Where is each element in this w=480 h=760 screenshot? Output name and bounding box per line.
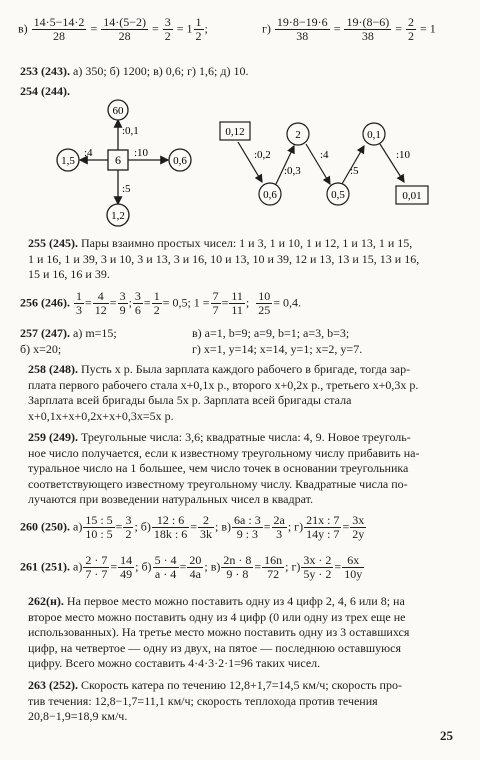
text-line: Треугольные числа: 3,6; квадратные числа: 4, 9. Новое треуголь- bbox=[81, 430, 411, 444]
op-1: :0,2 bbox=[254, 149, 271, 161]
node-left-value: 1,5 bbox=[61, 155, 75, 167]
text-line: соответствующего известному треугольному числу. Квадратные числа по- bbox=[28, 476, 408, 491]
text-line: второе место можно поставить одну из 4 цифр (0 или одну из трех еще не bbox=[28, 609, 406, 624]
text-line: Скорость катера по течению 12,8+1,7=14,5 км/ч; скорость про- bbox=[81, 678, 402, 692]
text-line: x+0,1x+x+0,2x+x+0,3x=5x р. bbox=[28, 408, 174, 423]
answer-a: а) m=15; bbox=[73, 326, 117, 340]
text-line: Пары взаимно простых чисел: 1 и 3, 1 и 10, 1 и 12, 1 и 13, 1 и 15, bbox=[81, 236, 413, 250]
problem-number: 258 (248). bbox=[28, 362, 78, 376]
problem-number: 259 (249). bbox=[28, 430, 78, 444]
op-top: :0,1 bbox=[122, 125, 139, 137]
op-3: :4 bbox=[320, 149, 329, 161]
text-line: цифру. Всего можно составить 4·4·3·2·1=96 таких чисел. bbox=[28, 656, 321, 671]
problem-number: 256 (246). bbox=[20, 295, 70, 310]
op-right: :10 bbox=[134, 147, 149, 159]
problem-number: 253 (243). bbox=[20, 64, 70, 78]
text-line: Зарплата всей бригады была 5x р. Зарплата всей бригады стала bbox=[28, 393, 352, 408]
problem-number: 263 (252). bbox=[28, 678, 78, 692]
problem-257-row-1 bbox=[20, 326, 117, 342]
fraction: $\frac{14\cdot 5-14\cdot 2}{28}$ bbox=[33, 15, 85, 43]
node-3-value: 2 bbox=[295, 129, 301, 141]
fraction: $\frac{19\cdot(8-6)}{38}$ bbox=[346, 15, 390, 43]
item-label: в) bbox=[18, 21, 28, 36]
problem-number: 262(н). bbox=[28, 594, 64, 608]
problem-number: 254 (244). bbox=[20, 84, 70, 98]
chain-diagram bbox=[210, 112, 460, 212]
text-line: тив течения: 12,8−1,7=11,1 км/ч; скорость теплохода против течения bbox=[28, 693, 378, 708]
op-bottom: :5 bbox=[122, 183, 131, 195]
node-4-value: 0,5 bbox=[331, 189, 345, 201]
text-line: лучаются при возведении натуральных чисел в квадрат. bbox=[28, 492, 313, 507]
answer-g: г) x=1, y=14; x=14, y=1; x=2, y=7. bbox=[192, 342, 363, 356]
problem-number: 261 (251). bbox=[20, 559, 70, 574]
problem-261: 261 (251). а) $\frac{2 \cdot 7}{7 \cdot 7}$ = $\frac{14}{49}$ ; б) $\frac{5 \cdot 4}{a \cdot 4}$ = $\frac{20}{4a}$ ; в) $\frac{2n \cdot 8}{9 \cdot 8}$ = $\frac{16n}{72}$ ; г) $\frac{3x \cdot 2}{5y \cdot 2}$ = $\frac{6x}{10y}$ bbox=[20, 553, 363, 581]
item-label: г) bbox=[262, 21, 271, 36]
problem-number: 260 (250). bbox=[20, 519, 70, 534]
node-2-value: 0,6 bbox=[263, 189, 277, 201]
node-bottom-value: 1,2 bbox=[111, 210, 125, 222]
fraction: $\frac{14\cdot(5-2)}{28}$ bbox=[103, 15, 146, 43]
problem-259 bbox=[28, 430, 458, 508]
text-line: На первое место можно поставить одну из 4 цифр 2, 4, 6 или 8; на bbox=[66, 594, 405, 608]
op-5: :10 bbox=[396, 149, 411, 161]
answer-b: б) x=20; bbox=[20, 342, 62, 356]
node-1-value: 0,12 bbox=[225, 126, 245, 138]
op-4: :5 bbox=[350, 165, 359, 177]
op-2: :0,3 bbox=[284, 165, 301, 177]
problem-text: а) 350; б) 1200; в) 0,6; г) 1,6; д) 10. bbox=[73, 64, 249, 78]
node-top-value: 60 bbox=[112, 105, 124, 117]
problem-263 bbox=[28, 678, 458, 725]
fraction: $\frac{3}{2}$ bbox=[164, 15, 171, 43]
answer-line-v: в) $\frac{14\cdot 5-14\cdot 2}{28}$ = $\frac{14\cdot(5-2)}{28}$ = $\frac{3}{2}$ = 1 $\frac{1}{2}$ ; bbox=[18, 15, 208, 43]
arrow-1 bbox=[238, 142, 262, 182]
fraction: $\frac{1}{2}$ bbox=[195, 15, 202, 43]
problem-256: 256 (246). $\frac{1}{3}$ = $\frac{4}{12}$ = $\frac{3}{9}$ ; $\frac{3}{6}$ = $\frac{1}{2}$ = 0,5; 1 = $\frac{7}{7}$ = $\frac{11}{11}$ ; $\frac{10}{25}$ = 0,4. bbox=[20, 289, 302, 317]
problem-260: 260 (250). а) $\frac{15 : 5}{10 : 5}$ = $\frac{3}{2}$ ; б) $\frac{12 : 6}{18k : 6}$ = $\frac{2}{3k}$ ; в) $\frac{6a : 3}{9 : 3}$ = $\frac{2a}{3}$ ; г) $\frac{21x : 7}{14y : 7}$ = $\frac{3x}{2y}$ bbox=[20, 513, 365, 541]
text-line: туральное число на 1 большее, чем число точек в основании треугольника bbox=[28, 461, 409, 476]
text-line: Пусть x р. Была зарплата каждого рабочего в бригаде, тогда зар- bbox=[81, 362, 411, 376]
node-5-value: 0,1 bbox=[367, 129, 381, 141]
problem-number: 257 (247). bbox=[20, 326, 70, 340]
text-line: 20,8−1,9=18,9 км/ч. bbox=[28, 709, 128, 724]
fraction: $\frac{2}{2}$ bbox=[408, 15, 415, 43]
node-right-value: 0,6 bbox=[173, 155, 187, 167]
text-line: 1 и 16, 1 и 39, 3 и 10, 3 и 13, 3 и 16, 10 и 13, 10 и 39, 12 и 13, 13 и 15, 13 и 16, bbox=[28, 251, 420, 266]
text-line: цифр, на четвертое — одну из двух, на пятое — последнюю оставшуюся bbox=[28, 640, 401, 655]
cross-diagram bbox=[40, 98, 220, 228]
answer-v: в) a=1, b=9; a=9, b=1; a=3, b=3; bbox=[192, 326, 350, 340]
problem-number: 255 (245). bbox=[28, 236, 78, 250]
page-number: 25 bbox=[440, 728, 453, 743]
node-6-value: 0,01 bbox=[402, 190, 422, 202]
problem-258 bbox=[28, 362, 458, 424]
text-line: использованных). На третье место можно поставить одну из 3 оставшихся bbox=[28, 625, 410, 640]
text-line: плата первого рабочего стала x+0,1x р., второго x+0,2x р., третьего x+0,3x р. bbox=[28, 377, 419, 392]
answer-line-g: г) $\frac{19\cdot 8-19\cdot 6}{38}$ = $\frac{19\cdot(8-6)}{38}$ = $\frac{2}{2}$ = 1 bbox=[262, 15, 436, 43]
problem-262 bbox=[28, 594, 458, 672]
center-value: 6 bbox=[115, 153, 121, 167]
problem-253 bbox=[20, 64, 248, 80]
text-line: 15 и 16, 16 и 39. bbox=[28, 267, 110, 282]
problem-255 bbox=[28, 236, 458, 283]
fraction: $\frac{19\cdot 8-19\cdot 6}{38}$ bbox=[276, 15, 328, 43]
text-line: ное число получается, если к известному треугольному числу прибавить на- bbox=[28, 445, 420, 460]
op-left: :4 bbox=[84, 147, 93, 159]
